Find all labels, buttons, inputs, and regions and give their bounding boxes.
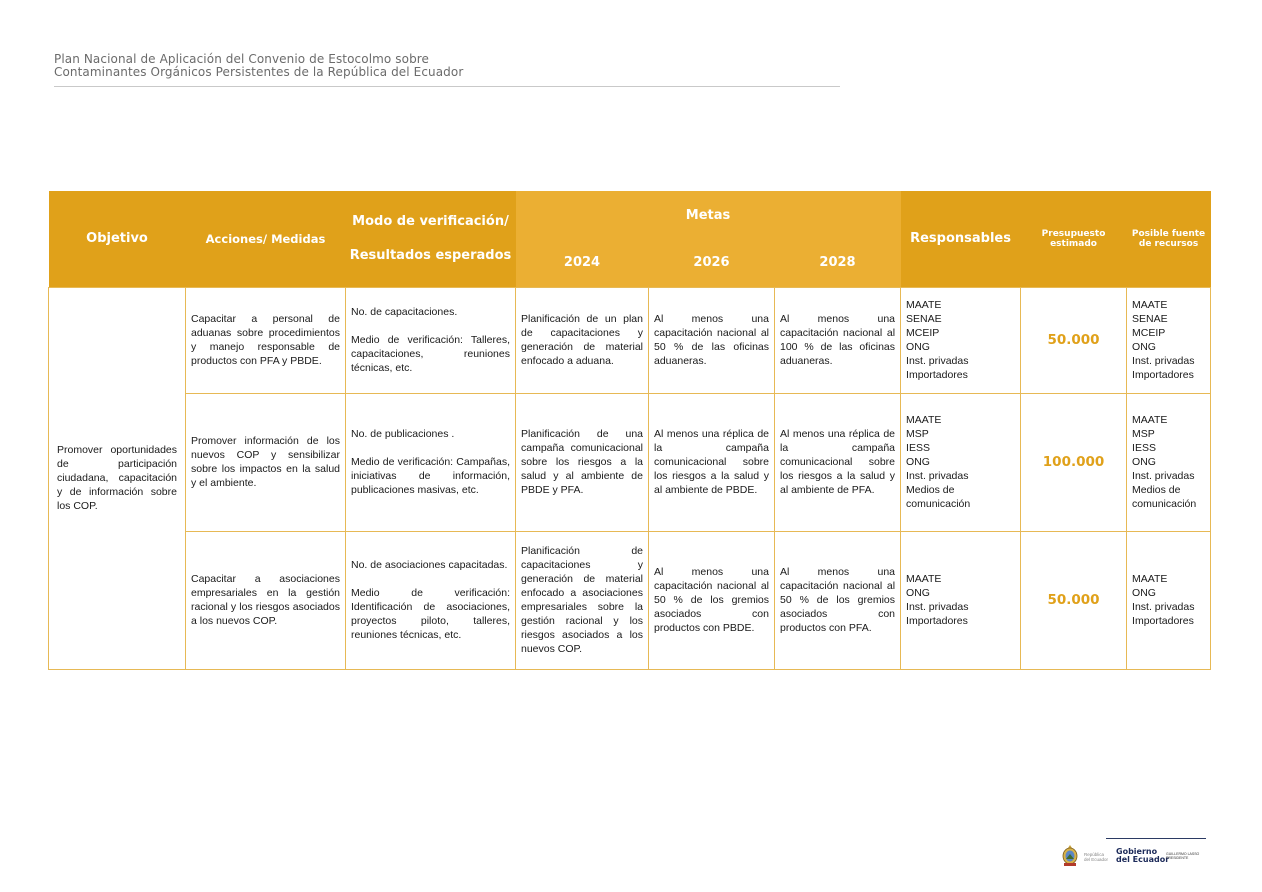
responsable-item: ONG (906, 587, 930, 599)
republica-ecuador-logo-text: República del Ecuador (1084, 852, 1109, 862)
funding-source-item: Importadores (1132, 615, 1194, 627)
responsable-item: Importadores (906, 369, 968, 381)
responsable-item: Medios de comunicación (906, 484, 971, 510)
responsables-cell (901, 287, 1021, 393)
header-fuente: Posible fuente de recursos (1127, 191, 1211, 287)
document-header (54, 53, 840, 87)
goal-2028-cell: Al menos una réplica de la campaña comunicacional sobre los riesgos a la salud y al ambiente de PFA. (775, 393, 901, 531)
responsable-item: MAATE (906, 414, 942, 426)
header-divider (54, 86, 840, 87)
header-acciones: Acciones/ Medidas (186, 191, 346, 287)
table-header (49, 191, 1211, 287)
goal-2024-cell: Planificación de capacitaciones y generación de material enfocado a asociaciones empresariales sobre la gestión racional y los riesgos asociados a los nuevos COP. (516, 531, 649, 669)
goal-2026-cell: Al menos una capacitación nacional al 50 % de las oficinas aduaneras. (649, 287, 775, 393)
verification-indicator: No. de asociaciones capacitadas. (351, 559, 508, 571)
budget-cell: 50.000 (1021, 287, 1127, 393)
verification-cell (346, 287, 516, 393)
header-modo-line-1: Modo de verificación/ (352, 213, 509, 229)
funding-source-item: MAATE (1132, 414, 1168, 426)
verification-means: Medio de verificación: Talleres, capacitaciones, reuniones técnicas, etc. (351, 334, 510, 374)
table-row (49, 393, 1211, 531)
table-row (49, 531, 1211, 669)
funding-source-item: Inst. privadas (1132, 601, 1195, 613)
responsables-cell (901, 393, 1021, 531)
budget-cell: 50.000 (1021, 531, 1127, 669)
header-modo-line-2: Resultados esperados (349, 247, 512, 263)
funding-source-item: MCEIP (1132, 327, 1166, 339)
ecuador-coat-of-arms-icon (1060, 844, 1080, 868)
objective-cell: Promover oportunidades de participación ciudadana, capacitación y de información sobre los COP. (49, 287, 186, 669)
responsable-item: MSP (906, 428, 929, 440)
action-plan-table (48, 191, 1211, 670)
funding-source-cell (1127, 531, 1211, 669)
table-body (49, 287, 1211, 669)
funding-source-item: ONG (1132, 456, 1156, 468)
responsable-item: ONG (906, 456, 930, 468)
footer-divider (1106, 838, 1206, 839)
funding-source-item: IESS (1132, 442, 1156, 454)
goal-2024-cell: Planificación de un plan de capacitaciones y generación de material enfocado a aduana. (516, 287, 649, 393)
header-presupuesto: Presupuesto estimado (1021, 191, 1127, 287)
funding-source-item: ONG (1132, 587, 1156, 599)
action-cell: Capacitar a personal de aduanas sobre procedimientos y manejo responsable de productos con PFA y PBDE. (186, 287, 346, 393)
goal-2026-cell: Al menos una capacitación nacional al 50 % de los gremios asociados con productos con PBDE. (649, 531, 775, 669)
funding-source-item: ONG (1132, 341, 1156, 353)
header-metas: Metas (516, 191, 901, 239)
funding-source-item: MAATE (1132, 573, 1168, 585)
footer-logos (1058, 836, 1208, 872)
responsable-item: Inst. privadas (906, 601, 969, 613)
funding-source-item: MAATE (1132, 299, 1168, 311)
header-modo (346, 191, 516, 287)
header-title-line-1: Plan Nacional de Aplicación del Convenio de Estocolmo sobre (54, 52, 430, 66)
responsable-item: ONG (906, 341, 930, 353)
funding-source-item: Inst. privadas (1132, 355, 1195, 367)
budget-cell: 100.000 (1021, 393, 1127, 531)
goal-2024-cell: Planificación de una campaña comunicacional sobre los riesgos a la salud y al ambiente de PBDE y PFA. (516, 393, 649, 531)
header-title-line-2: Contaminantes Orgánicos Persistentes de la República del Ecuador (54, 65, 464, 79)
header-year-2026: 2026 (649, 239, 775, 287)
verification-cell (346, 393, 516, 531)
verification-means: Medio de verificación: Identificación de asociaciones, proyectos piloto, talleres, reuniones técnicas, etc. (351, 587, 510, 641)
responsable-item: Inst. privadas (906, 355, 969, 367)
funding-source-item: Importadores (1132, 369, 1194, 381)
gobierno-logo-line-1: Gobierno (1116, 847, 1158, 856)
responsable-item: Importadores (906, 615, 968, 627)
header-objetivo: Objetivo (49, 191, 186, 287)
responsable-item: IESS (906, 442, 930, 454)
header-year-2028: 2028 (775, 239, 901, 287)
goal-2026-cell: Al menos una réplica de la campaña comunicacional sobre los riesgos a la salud y al ambiente de PBDE. (649, 393, 775, 531)
verification-indicator: No. de capacitaciones. (351, 306, 458, 318)
responsable-item: MAATE (906, 573, 942, 585)
gobierno-logo-subtitle: GUILLERMO LASSO PRESIDENTE (1166, 852, 1200, 860)
gobierno-logo-line-2: del Ecuador (1116, 855, 1170, 864)
funding-source-item: SENAE (1132, 313, 1168, 325)
responsable-item: MAATE (906, 299, 942, 311)
table-row (49, 287, 1211, 393)
responsable-item: SENAE (906, 313, 942, 325)
responsable-item: MCEIP (906, 327, 940, 339)
funding-source-item: Medios de comunicación (1132, 484, 1197, 510)
funding-source-cell (1127, 287, 1211, 393)
gobierno-ecuador-logo (1116, 848, 1169, 864)
goal-2028-cell: Al menos una capacitación nacional al 100 % de las oficinas aduaneras. (775, 287, 901, 393)
funding-source-item: MSP (1132, 428, 1155, 440)
action-plan-table-wrapper (48, 191, 1210, 670)
action-cell: Promover información de los nuevos COP y sensibilizar sobre los impactos en la salud y el ambiente. (186, 393, 346, 531)
funding-source-cell (1127, 393, 1211, 531)
header-year-2024: 2024 (516, 239, 649, 287)
verification-means: Medio de verificación: Campañas, iniciativas de información, publicaciones masivas, etc. (351, 456, 510, 496)
verification-cell (346, 531, 516, 669)
action-cell: Capacitar a asociaciones empresariales en la gestión racional y los riesgos asociados a los nuevos COP. (186, 531, 346, 669)
funding-source-item: Inst. privadas (1132, 470, 1195, 482)
goal-2028-cell: Al menos una capacitación nacional al 50 % de los gremios asociados con productos con PFA. (775, 531, 901, 669)
responsable-item: Inst. privadas (906, 470, 969, 482)
header-responsables: Responsables (901, 191, 1021, 287)
verification-indicator: No. de publicaciones . (351, 428, 455, 440)
responsables-cell (901, 531, 1021, 669)
